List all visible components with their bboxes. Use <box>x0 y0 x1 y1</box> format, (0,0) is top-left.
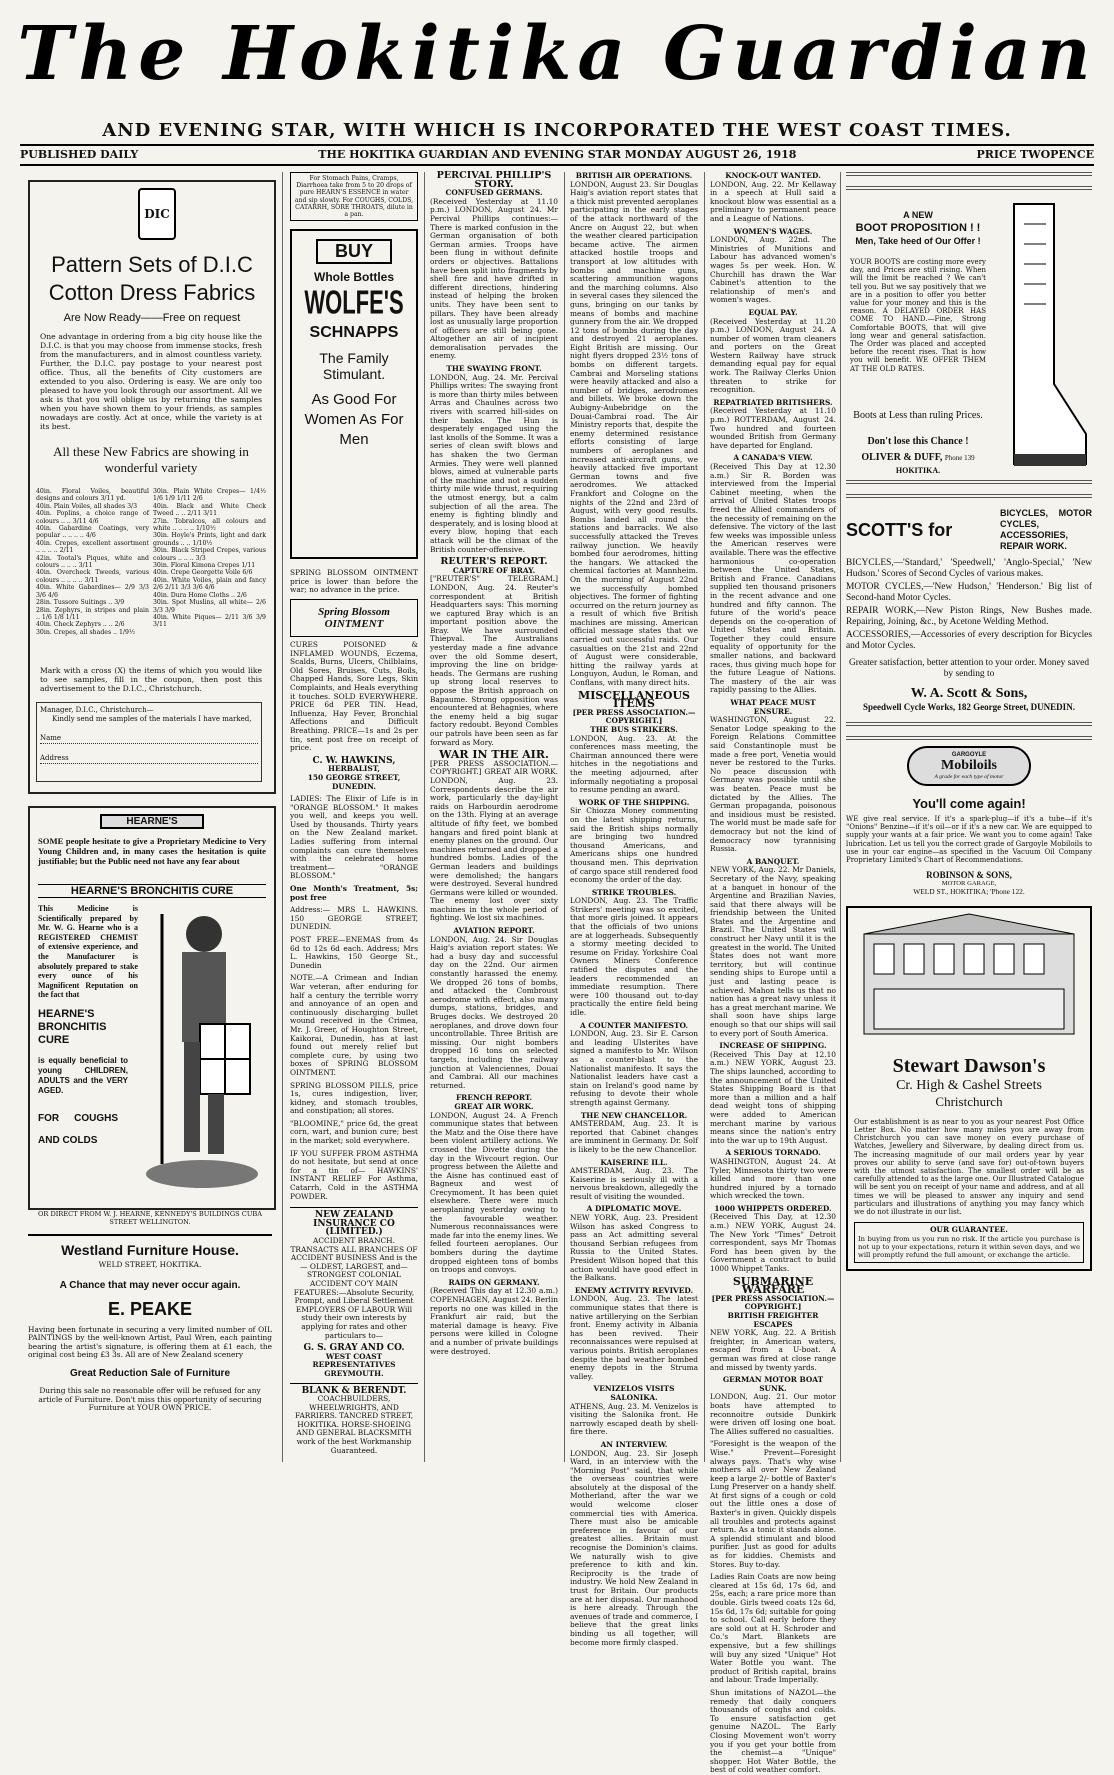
dic-coupon[interactable] <box>36 702 262 782</box>
column-rule <box>840 172 841 1462</box>
oliver-name <box>850 452 986 463</box>
wolfe-whole-bottles: Whole Bottles <box>314 270 394 285</box>
stewart-street: Cr. High & Cashel Streets <box>896 1077 1042 1093</box>
fabric-item: 30in. Black Striped Crepes, various colours .. .. .. 3/3 <box>153 547 266 562</box>
dic-advert <box>28 180 276 794</box>
fabric-item: 40in. Crepes, excellent assortment .. .. .. .. 2/11 <box>36 539 149 555</box>
hearne-advert <box>28 806 276 1210</box>
interview-title: AN INTERVIEW. <box>600 1439 668 1449</box>
spring-blossom-logo: Spring Blossom OINTMENT <box>290 599 418 637</box>
fabric-item: 30in. Floral Kimona Crepes 1/11 <box>153 562 256 570</box>
oliver-body: YOUR BOOTS are costing more every day, and Prices are still rising. When will the limit be reached ? We can't tell you. But we say positively that we are in a position to offer you better value for your money and this is the reason. A DELAYED ORDER HAS COME TO HAND.—Fine, Strong Comfortable BOOTS, that will give long wear and general satisfaction. The Order was placed and accepted before the recent rises. That is how you will benefit. WE OFFER THEM AT THE OLD RATES. <box>850 258 986 373</box>
fabric-column-right <box>151 488 268 636</box>
fabric-item: 40in. Overcheck Tweeds, various colours .. .. .. .. 3/11 <box>36 569 149 584</box>
equal-title: EQUAL PAY. <box>748 307 798 317</box>
stewart-name: Stewart Dawson's <box>892 1054 1046 1077</box>
hearne-coughs-colds: FOR COUGHS AND COLDS <box>38 1113 118 1146</box>
column-5 <box>710 171 836 1775</box>
bray-body: ["REUTER'S" TELEGRAM.] LONDON, Aug. 24. Reuter's correspondent at British Headquarters says: This morning we captured Bray which is an important position above the Bray. We have surrounded Thiepval. The Australians yesterday made a fine advance over the old Somme desert, improving the line on bridge-heads. The Germans are rushing up strong local reserves to oppose the British approach on Bapaume. Strong opposition was encountered at Behagnies, where the enemy held a big sugar factory redoubt. Beyond Combles our patrols have been seen as far forward as Mory. <box>430 574 558 747</box>
misc-sub: [PER PRESS ASSOCIATION.—COPYRIGHT.] <box>572 707 696 726</box>
motorboat-body: LONDON, Aug. 21. Our motor boats have attempted to reconnoitre outside Dunkirk were driven off losing one boat. The Allies suffered no casualties. <box>710 1392 836 1436</box>
hearne-logo: HEARNE'S <box>100 814 204 829</box>
equal-body: (Received Yesterday at 11.20 p.m.) LONDON, August 24. A number of women tram cleaners and porters on the Great Western Railway have struck demanding equal pay for equal work. The Railway Clerks Union threaten to strike for recognition. <box>710 316 836 395</box>
submarine-title: SUBMARINE WARFARE <box>732 1274 814 1297</box>
fabric-item: 40in. Check Zephyrs .. .. 2/6 <box>36 621 125 629</box>
coupon-name-label: Name <box>40 734 62 742</box>
mrs-hawkins: Address:— MRS L. HAWKINS. 150 GEORGE STREET, DUNEDIN. <box>290 905 418 932</box>
french-title: FRENCH REPORT. <box>455 1093 533 1103</box>
mobiloil-advert <box>846 746 1092 896</box>
oliver-dont: Don't lose this Chance ! <box>867 436 969 447</box>
peake-advert <box>28 1234 272 1413</box>
french-sub: GREAT AIR WORK. <box>454 1101 534 1111</box>
mobiloil-brand: Mobiloils <box>940 758 997 773</box>
peake-body: Having been fortunate in securing a very limited number of OIL PAINTINGS by the well-known Artist, Paul Wren, each painting bearing the artist's signature, is offering them at £1 each, the original cost being £3 3s. All are of New Zealand scenery <box>28 1324 272 1360</box>
masthead-subtitle: AND EVENING STAR, WITH WHICH IS INCORPORATED THE WEST COAST TIMES. <box>102 120 1012 141</box>
gray-co: G. S. GRAY AND CO. <box>303 1343 405 1354</box>
tornado-title: A SERIOUS TORNADO. <box>725 1148 821 1158</box>
peake-title: Westland Furniture House. <box>61 1242 239 1258</box>
women-title: WOMEN'S WAGES. <box>733 226 813 236</box>
phillips-sub: CONFUSED GERMANS. <box>445 188 543 198</box>
column-rule <box>564 172 565 1462</box>
published-daily: PUBLISHED DAILY <box>20 148 139 161</box>
fabric-item: 40in. Plain Voiles, all shades 3/3 <box>36 502 138 510</box>
knockout-title: KNOCK-OUT WANTED. <box>725 171 821 180</box>
coupon-line-2: Kindly send me samples of the materials I have marked, <box>52 715 252 723</box>
wolfe-women: As Good For Women As For Men <box>304 391 404 449</box>
venizelos-title: VENIZELOS VISITS SALONIKA. <box>593 1384 675 1402</box>
dic-fabric-table <box>34 488 268 636</box>
coupon-name-field[interactable] <box>40 734 258 744</box>
scott-repair: REPAIR WORK,—New Piston Rings, New Bushes made. Repairing, Joining, &c., by Acetone Welding Method. <box>846 606 1092 627</box>
bus-title: THE BUS STRIKERS. <box>590 725 678 734</box>
scott-accessories: ACCESSORIES,—Accessories of every description for Bicycles and Motor Cycles. <box>846 630 1092 651</box>
gray-subtitle: WEST COAST REPRESENTATIVES GREYMOUTH. <box>312 1351 396 1378</box>
fabric-item: 40in. White Voiles, plain and fancy 2/6 2/11 3/3 3/6 4/6 <box>153 576 266 592</box>
buy-label: BUY <box>316 239 392 264</box>
spring-blossom-intro: SPRING BLOSSOM OINTMENT price is lower than before the war; no advance in the price. <box>290 568 418 595</box>
shipping-body: Sir Chiozza Money commenting on the latest shipping returns, said the British ships normally are bringing two hundred thousand Americans, and Americans ships one hundred thousand men. This deprivation of cargo space still rendered food economy the order of the day. <box>570 806 698 885</box>
fabric-item: 40in. Black and White Check Tweed .. .. 2/11 3/11 <box>153 502 266 518</box>
canada-title: A CANADA'S VIEW. <box>733 453 813 463</box>
phillips-title: PERCIVAL PHILLIP'S STORY. <box>436 170 552 190</box>
freighter-title: BRITISH FREIGHTER ESCAPES <box>727 1311 819 1329</box>
scott-satisfaction: Greater satisfaction, better attention to your order. Money saved by sending to <box>848 658 1090 679</box>
fabric-column-left <box>34 488 151 636</box>
dic-logo: DIC <box>138 188 176 240</box>
rain-coats-advert: Ladies Rain Coats are now being cleared at 15s 6d, 17s 6d, and 25s, each; a rare price more than double. Girls tweed coats 12s 6d, 15s 6d, 17s 6d; suitable for going to school. Call early before they are sold out at H. Schroder and Co.'s Mart. Blankets are expensive, but a few shillings will buy any sized "Unique" Hot Water Bottle you want. The product of British capital, brains and labour. Trade Imperially. <box>710 1572 836 1685</box>
fabric-item: 28in. Tussore Suitings .. 3/9 <box>36 599 125 607</box>
freighter-body: NEW YORK, Aug. 22. A British freighter, in American waters, escaped from a U-boat. A german was fired at close range and missed by twenty yards. <box>710 1328 836 1372</box>
brit-air-body: LONDON, August 23. Sir Douglas Haig's aviation report states that a thick mist prevented aeroplanes participating in the early stages of the attack northward of the Ancre on August 22, but when the weather cleared participation became active. The airmen attacked hostile troops and transport at low altitudes with bombs and machine guns, scattering ammunition wagons and the marching columns. Also in several cases they silenced the guns, bringing on our tanks by means of bombs and machine gunnery from the air. We dropped 12 tons of bombs during the day and destroyed 21 aeroplanes. Eight British are missing. Our night flyers dropped 23½ tons of bombs on different targets. Cambrai and Morseling stations were heavily attacked and also a number of bridges, aerodromes and billets. We broke down the Aubigny-Aubebridge on the Douai-Cambrai road. The Air Ministry reports that, despite the enemy determined resistance efforts consisting of large numbers of aeroplanes and increased anti-aircraft guns, we heavily attacked five important German towns and five aerodromes. We attacked Frankfort and Cologne on the nights of the 22nd and 23rd of August, with very good results. Bombs landed all round the stations and barracks. We also successfully attacked the Treves railway junction. We heavily bombed four aerodromes, hitting the hangars. We attacked the chemical factories at Mannheim. On the morning of August 22nd we successfully bombed objectives. The former of fighting occurred on the return journey as a result of which five British machines are missing. American official message states that we carried out successful raids. Our casualties on the 21st and 22nd of August were considerable, hitting the railway yards at Longuyon, Audun, le Roman, and Conflans, with many direct hits. <box>570 179 698 688</box>
column-1 <box>28 172 278 1462</box>
increase-body: (Received This Day at 12.10 a.m.) NEW YORK, August 23. The ships launched, according to the announcement of the United States Shipping Board is that more than a million and a half dead weight tons of shipping were added to American merchant marine by various means since the nation's entry into the war up to 19th August. <box>710 1049 836 1145</box>
fabric-item: 30in. Crepes, all shades .. 1/9½ <box>36 628 135 636</box>
spring-cures: CURES POISONED & INFLAMED WOUNDS, Eczema, Scalds, Burns, Ulcers, Chilblains, Old Sores, Bruises, Cuts, Boils, Chapped Hands, Sore Legs, Skin Complaints, and Heals everything it touches. SOLD EVERYWHERE. PRICE 6d PER TIN. Head, Influenza, Hay Fever, Bronchial Affections and Difficult Breathing. PRICE—1s and 2s per tin, sent post free on receipt of price. <box>290 640 418 753</box>
misc-title: MISCELLANEOUS ITEMS <box>578 688 690 711</box>
peake-chance: A Chance that may never occur again. <box>59 1279 241 1291</box>
robinson-address: WELD ST., HOKITIKA; 'Phone 122. <box>913 887 1025 897</box>
dic-ready: Are Now Ready——Free on request <box>63 312 241 324</box>
asthma-advert: IF YOU SUFFER FROM ASTHMA do not hesitate, but send at once for a tin of— HAWKINS' INSTANT RELIEF For Asthma, Catarrh, Cold in the ASTHMA POWDER. <box>290 1148 418 1201</box>
hawkins-name: C. W. HAWKINS, <box>312 755 396 766</box>
fabric-item: 40in. Gabardine Coatings, very popular .. .. .. .. 4/6 <box>36 525 149 540</box>
peace-body: WASHINGTON, August 22. Senator Lodge speaking to the Foreign Relations Committee said Constantinople must be made a free port, Venetia would never be restored to the Turks. No peace discussion with Germany was possible until she was beaten. Peace must be dictated by the Allies. The German propaganda, poisonous and insidious must be resisted. The world must be made safe for democracy but not the kind of democracy now tyrannising Russia. <box>710 715 836 854</box>
scott-bicycles: BICYCLES,—'Standard,' 'Speedwell,' 'Anglo-Special,' 'New Hudson.' Scores of Second Cycles of various makes. <box>846 558 1092 579</box>
scott-motor-cycles: MOTOR CYCLES,—'New Hudson,' 'Henderson.' Big list of Second-hand Motor Cycles. <box>846 582 1092 603</box>
peake-address: WELD STREET, HOKITIKA. <box>98 1260 202 1269</box>
dic-heading-1: Pattern Sets of D.I.C <box>51 252 253 277</box>
fabric-item: 30in. Plain White Crepes— 1/4½ 1/6 1/9 1/11 2/6 <box>153 488 266 503</box>
oliver-boot: BOOT PROPOSITION ! ! <box>855 222 981 234</box>
scott-address: Speedwell Cycle Works, 182 George Street, DUNEDIN. <box>863 702 1075 712</box>
dic-heading-2: Cotton Dress Fabrics <box>48 280 256 305</box>
nz-insurance-body: ACCIDENT BRANCH. TRANSACTS ALL BRANCHES OF ACCIDENT BUSINESS And is the— OLDEST, LARGEST, and— STRONGEST COLONIAL ACCIDENT CO'Y MAIN FEATURES:—Absolute Security, Prompt, and Liberal Settlement EMPLOYERS OF LABOUR Will study their own interests by applying for rates and other particulars to— <box>290 1236 418 1340</box>
repat-title: REPATRIATED BRITISHERS. <box>713 397 833 407</box>
fabric-item: 28in. Zephyrs, in stripes and plain .. 1/6 1/8 1/11 <box>36 606 149 621</box>
boot-illustration <box>994 194 1090 474</box>
wolfe-name: WOLFE'S <box>304 283 404 322</box>
column-2 <box>290 172 418 1462</box>
banquet-body: NEW YORK, Aug. 22. Mr Daniels, Secretary of the Navy, speaking at a banquet in honour of the Argentine and Brazilian Navies, said that there always will be friendship between the United States and the Argentine and Brazil. The United States will construct her Navy until it is the greatest in the world. The United States does not want more territory, but will continue sending ships to Europe until a just and lasting peace is achieved. Mahon tells us that no nation has a great navy unless it has a great merchant marine. We shall soon have ships large enough so that our ships will sail to every port of South America. <box>710 865 836 1038</box>
wolfe-schnapps: SCHNAPPS <box>309 324 399 342</box>
fabric-item: 40in. White Piques— 2/11 3/6 3/9 3/11 <box>153 613 266 629</box>
tornado-body: WASHINGTON, August 24. At Tyler, Minnesota thirty two were killed and more than one hundred injured by a tornado which wrecked the town. <box>710 1156 836 1201</box>
chancellor-body: AMSTERDAM, Aug. 23. It is reported that Cabinet changes are imminent in Germany. Dr. Solf is likely to be the new Chancellor. <box>570 1119 698 1154</box>
veteran-note: NOTE.—A Crimean and Indian War veteran, after enduring for half a century the terrible worry and annoyance of an open and continuously discharging bullet wound received in the Crimea, Mr. J. Greer, of Houghton Street, Kaikorai, Dunedin, has at last found out merely relief but complete cure, by using two boxes of SPRING BLOSSOM OINTMENT. <box>290 973 418 1077</box>
strike-title: STRIKE TROUBLES. <box>591 887 677 897</box>
hawkins-herbalist: HERBALIST, <box>328 764 380 774</box>
scott-border <box>846 480 1092 498</box>
column-3 <box>430 172 558 1462</box>
hearne-intro: SOME people hesitate to give a Proprietary Medicine to Very Young Children and, in many cases the hesitation is quite justifiable; but the Public need not have any fear about <box>38 836 266 866</box>
hearne-benefit: is equally beneficial to young CHILDREN, ADULTS and the VERY AGED. <box>38 1056 128 1095</box>
counter-title: A COUNTER MANIFESTO. <box>579 1020 689 1030</box>
column-6 <box>846 172 1092 1462</box>
masthead-title: The Hokitika Guardian <box>17 11 1097 97</box>
oliver-town: HOKITIKA. <box>895 466 941 475</box>
stewart-building-illustration <box>854 914 1084 1044</box>
oliver-duff-advert <box>846 190 1092 480</box>
kaiserine-body: AMSTERDAM, Aug. 23. The Kaiserine is seriously ill with a nervous breakdown, allegedly the result of visiting the wounded. <box>570 1166 698 1201</box>
wolfe-family: The Family Stimulant. <box>319 350 389 383</box>
dic-body: One advantage in ordering from a big city house like the D.I.C. is that you may choose from immense stocks, fresh from the manufacturers, and in almost countless variety. Further, the D.I.C. pay postage to your nearest post office. Thus, all the benefits of City customers are extended to you also. Ordering is easy. We are only too pleased to have you look through our assortment. All we ask is that you will oblige us by returning the samples when you have shown them to your friends, as samples nowadays are costly. Act at once, while the variety is at its best. <box>40 332 262 431</box>
peace-title: WHAT PEACE MUST ENSURE. <box>730 698 816 716</box>
oliver-border <box>846 172 1092 190</box>
whippets-body: (Received This Day, at 12.30 a.m.) NEW YORK, August 24. The New York "Times" Detroit correspondent, says Mr Thomas Ford has been given by the Government a contract to build 1000 Whippet Tanks. <box>710 1212 836 1274</box>
bloomine: "BLOOMINE," price 6d, the great corn, wart, and bunion cure; best in the market; sold everywhere. <box>290 1118 418 1146</box>
strike-body: LONDON, Aug. 23. The Traffic Strikers' meeting was so excited, that more girls joined. It appears that the officials of two unions are at loggerheads. Subsequently a stormy meeting decided to resume on Friday. Yorkshire Coal Owners Miners Conference ratified the disputes and the leaders recommended an immediate resumption. There were 100 thousand out to-day practically the entire field being idle. <box>570 896 698 1017</box>
chancellor-title: THE NEW CHANCELLOR. <box>580 1110 688 1120</box>
aviation-body: LONDON, Aug. 24. Sir Douglas Haig's aviation report states: We had a busy day and successful day on the 22nd. Our airmen constantly harassed the enemy. We dropped 26 tons of bombs, and attacked the Combroust aerodrome with effect, also many dumps, stations, bridges, and Bruges docks. We destroyed 20 aeroplanes, and drove down four uncontrollable. Three British are missing. Our night bombers dropped 16 tons on selected targets, including the railway junction at Valenciennes, Douai and Cambrai. All our machines returned. <box>430 934 558 1090</box>
blank-berendt: BLANK & BERENDT. <box>290 1383 418 1396</box>
column-rule <box>704 172 705 1462</box>
mobiloil-gargoyle: GARGOYLE <box>951 752 987 758</box>
column-4 <box>570 171 698 1647</box>
stewart-guarantee-body: In buying from us you run no risk. If the article you purchase is not up to your expectations, return it within seven days, and we will promptly refund the full amount, or exchange the article. <box>858 1234 1080 1259</box>
kaiserine-title: KAISERINE ILL. <box>600 1157 668 1167</box>
oliver-name-text: OLIVER & DUFF, <box>861 452 943 463</box>
swaying-body: LONDON, Aug. 24. Mr. Percival Phillips writes: The swaying front is more than thirty miles between Arras and Chaulnes across two rivers with scarred hill-sides on their banks. The Hun is desperately engaged using the last knolls of the Somme. It was a series of clean swift blows and has shaken the two German Armies. They were well planned blows, aimed at vulnerable parts of the machine and not a sudden thirty mile wide thrust, requiring the utmost energy, but a calm subjection of all the area. The enemy is fighting blindly and desperately, and is losing blood at every blow, hoping that each attack will be the climax of the British counter-offensive. <box>430 372 558 554</box>
hearne-name-2: HEARNE'S BRONCHITIS CURE <box>38 1008 107 1046</box>
robinson-name: ROBINSON & SONS, <box>926 870 1012 881</box>
coupon-address-label: Address <box>40 754 69 762</box>
french-body: LONDON, August 24. A French communique states that between the Matz and the Oise there have been violent artillery actions. We crossed the Divette during the day in the Wivcourt region. Our progress between the Ailette and the Aisne has continued east of Bagneux and west of Crecymoment. It has been quiet elsewhere. There were much aeroplaning yesterday owing to the favourable weather. Numerous reconnaissances were made far into the enemy lines. We felled fourteen aeroplanes. Our bombers during the daytime dropped eighteen tons of bombs on troops and convoys. <box>430 1110 558 1275</box>
scott-header <box>846 508 1092 552</box>
fabric-item: 40in. White Gabardines— 2/9 3/3 3/6 4/6 <box>36 584 149 599</box>
hearne-body: This Medicine is Scientifically prepared by Mr. W. G. Hearne who is a REGISTERED CHEMIST of extensive experience, and the Manufacturer is absolutely prepared to stake every ounce of his Magnificent Reputation on the fact that <box>38 904 138 1000</box>
oliver-men: Men, Take heed of Our Offer ! <box>855 236 981 246</box>
spring-pills: SPRING BLOSSOM PILLS, price 1s, cures indigestion, liver, kidney, and stomach troubles, and constipation; all stores. <box>290 1080 418 1116</box>
bus-body: LONDON, Aug. 23. At the conferences mass meeting, the Chairman announced there were hitches in the negotiations and the meeting adjourned, after informally negotiating a proposal to resume pending an award. <box>570 733 698 795</box>
robinson-sub: MOTOR GARAGE, <box>941 880 997 888</box>
knockout-body: LONDON, Aug. 22. Mr Kellaway in a speech at Hull said a knockout blow was essential as a preliminary to permanent peace and a League of Nations. <box>710 179 836 223</box>
raids-title: RAIDS ON GERMANY. <box>448 1277 540 1287</box>
enemy-title: ENEMY ACTIVITY REVIVED. <box>574 1285 694 1295</box>
dateline <box>20 148 1094 161</box>
peake-sale: Great Reduction Sale of Furniture <box>69 1367 231 1379</box>
scott-products: BICYCLES, MOTOR CYCLES, ACCESSORIES, REPAIR WORK. <box>1000 508 1092 551</box>
mobil-border <box>846 722 1092 740</box>
peake-name: E. PEAKE <box>107 1298 193 1319</box>
price: PRICE TWOPENCE <box>976 148 1094 161</box>
fabric-item: 42in. Tootal's Piques, white and colours .. .. .. 3/11 <box>36 554 149 570</box>
counter-body: LONDON, Aug. 23. Sir E. Carson and leading Ulsterites have signed a manifesto to Mr. Wilson as a counter-blast to the Nationalist manifesto. It says the Nationalist leaders have cast a stain on Ireland's good name by refusing to devote their whole strength against Germany. <box>570 1029 698 1107</box>
diplomatic-title: A DIPLOMATIC MOVE. <box>586 1204 682 1214</box>
enemas: POST FREE—ENEMAS from 4s 6d to 12s 6d each. Address; Mrs L. Hawkins, 150 George St., Dunedin <box>290 935 418 970</box>
hearne-product: HEARNE'S BRONCHITIS CURE <box>38 884 266 898</box>
reuter-title: REUTER'S REPORT. <box>440 556 548 568</box>
mobiloil-grade: A grade for each type of motor <box>934 774 1004 780</box>
nazol-advert: Shun imitations of NAZOL—the remedy that daily conquers thousands of coughs and colds. To ensure satisfaction get genuine NAZOL. The Early Closing Movement won't worry you if you get your bottle from the chemist—a "Unique" shopper. Hot Water Bottle, the best of cold weather comfort. <box>710 1687 836 1775</box>
motorboat-title: GERMAN MOTOR BOAT SUNK. <box>722 1375 824 1393</box>
war-air-title: WAR IN THE AIR. <box>439 748 549 762</box>
brit-air-title: BRITISH AIR OPERATIONS. <box>575 171 693 180</box>
nz-insurance-title: NEW ZEALAND INSURANCE CO (LIMITED.) <box>290 1207 418 1237</box>
peake-footer: During this sale no reasonable offer will be refused for any article of Furniture. Don't miss this opportunity of securing Furniture at YOUR OWN PRICE. <box>38 1385 262 1413</box>
oliver-new: A NEW <box>903 210 933 220</box>
bottom-rule <box>20 164 1094 166</box>
bray-title: CAPTURE OF BRAY. <box>452 565 536 575</box>
raids-body: (Received This day at 12.30 a.m.) COPENHAGEN, August 24. Berlin reports no one was killed in the Frankfurt air raid, but the material damage is heavy. Five persons were killed in Cologne and a number of private buildings were destroyed. <box>430 1286 558 1356</box>
scotts-for: SCOTT'S for <box>846 519 953 540</box>
mobil-body: WE give real service. If it's a spark-plug—if it's a tube—if it's "Onions" Benzine—if it's oil—or if it's a new car. We are equipped to supply your wants at a fair price. We want you to come again! Take lubrication. Let us tell you the correct grade of Gargoyle Mobiloils to use in your car engine—as specified in the Vacuum Oil Company Proprietary Limited's Chart of Recommendations. <box>846 815 1092 865</box>
war-air-body: [PER PRESS ASSOCIATION.—COPYRIGHT.] GREAT AIR WORK. LONDON, Aug. 23. Correspondents describe the air work, particularly the day-light raids on Harbourdin aerodrome on the 13th. Flying at an average altitude of fifty feet, we bombed hangars and fired point blank at enemy planes on the ground. Our machines returned and dropped a hundred bombs. Ladies of the German leaders and buildings were demolished; the hangars were destroyed. Several hundred Germans were killed or wounded. The enemy lost over sixty machines in the whole period of fighting. We lost six machines. <box>430 758 558 923</box>
fabric-item: 40in. Poplins, a choice range of colours .. .. 3/11 4/6 <box>36 510 149 525</box>
diplomatic-body: NEW YORK, Aug. 23. President Wilson has asked Congress to pass an Act admitting several thousand Serbian refugees from Russia to the United States. President Wilson hoped that this action would have good effect in the Balkans. <box>570 1213 698 1283</box>
dic-showing: All these New Fabrics are showing in wonderful variety <box>53 444 249 475</box>
treatment-price: One Month's Treatment, 5s; post free <box>290 884 418 902</box>
stewart-city: Christchurch <box>935 1093 1003 1109</box>
venizelos-body: ATHENS, Aug. 23. M. Venizelos is visiting the Salonika front. He narrowly escaped death by shell-fire there. <box>570 1401 698 1437</box>
top-rule <box>20 144 1094 146</box>
enemy-body: LONDON, Aug. 23. The latest communique states that there is native artillerying on the Serbian front. Enemy activity in Albania has been revived. Their reconnaissances were repulsed at various points. British aeroplanes despite the bad weather bombed enemy depots in the Struma valley. <box>570 1294 698 1381</box>
dic-mark-instructions: Mark with a cross (X) the items of which you would like to see samples, fill in the coupon, then post this advertisement to the D.I.C., Christchurch. <box>40 666 262 693</box>
blank-berendt-body: COACHBUILDERS, WHEELWRIGHTS, AND FARRIERS. TANCRED STREET, HOKITIKA. HORSE-SHOEING AND GENERAL BLACKSMITH work of the best Workmanship Guaranteed. <box>294 1394 414 1455</box>
phillips-body: (Received Yesterday at 11.10 p.m.) LONDON, August 24. Mr Percival Phillips continues:—There is marked confusion in the German organisation of both German armies. Troops have been flung in without definite orders or objectives. Battalions have been split into fragments by shell fire and have drifted in different directions, hindering instead of helping the broken units. They have been sent to pillars. They have been already lost as unusually large proportion of officers are still being gone. Altogether an air of incipient demoralisation pervades the enemy. <box>430 196 558 361</box>
baxters-advert: "Foresight is the weapon of the Wise." Prevent—Foresight always pays. That's why wise mothers all over New Zealand keep a large 2/- bottle of Baxter's Lung Preserver on a handy shelf. At first signs of a cough or cold out the little ones a dose of Baxter's in given. Quickly dispels all troubles and protects against return. As a tonic it stands alone. A splendid stimulant and blood purifier. Just as good for adults as for kiddies. Chemists and Stores. Buy to-day. <box>710 1439 836 1569</box>
whippets-title: 1000 WHIPPETS ORDERED. <box>714 1203 832 1213</box>
fabric-item: 40in. Crepe Georgette Voile 6/6 <box>153 569 253 577</box>
swaying-title: THE SWAYING FRONT. <box>446 364 542 374</box>
oliver-phone: Phone 139 <box>944 454 975 462</box>
canada-body: (Received This Day at 12.30 a.m.) Sir R. Borden was interviewed from the Imperial Cabinet meeting, when the arrival of United States troops freed the Allied commanders of the necessity of remaining on the defensive. The victory of the last few weeks was impossible unless the American reserves were available. There was the effective harmonious co-operation between the United States, British and France. Canadians supplied ten thousand prisoners in the recent advance and one hundred and fifty cannon. The future of the world's peace depends on the co-operation of United States and Britain. Together they could ensure equality of opportunity for the smaller nations, and backward races, thus giving much hope for the future League of Nations. The mastery of the air was rapidly passing to the Allies. <box>710 462 836 695</box>
fabric-item: 40in. Dura Home Cloths .. 2/6 <box>153 591 247 599</box>
women-body: LONDON, Aug. 22nd. The Ministries of Munitions and Labour has advanced women's wages 5s per week. Hon. W. Churchill has drawn the War Cabinet's attention to the relationship of men's and women's wages. <box>710 235 836 305</box>
hawkins-address: 150 GEORGE STREET, DUNEDIN. <box>307 772 401 791</box>
increase-title: INCREASE OF SHIPPING. <box>719 1041 827 1051</box>
aviation-title: AVIATION REPORT. <box>453 926 535 936</box>
orange-blossom: LADIES: The Elixir of Life is in "ORANGE BLOSSOM." It makes you well, and keeps you well. Used by thousands. Thirty years on the New Zealand market. Ladies suffering from internal complaints can cure themselves with the celebrated home treatment— "ORANGE BLOSSOM." <box>290 794 418 881</box>
stewart-dawson-advert <box>846 906 1092 1271</box>
column-rule <box>424 172 425 1462</box>
knight-illustration <box>142 904 266 1200</box>
mobil-come-again: You'll come again! <box>912 796 1026 811</box>
oliver-less: Boots at Less than ruling Prices. <box>853 410 983 421</box>
column-rule <box>282 172 283 1462</box>
fabric-item: 30in. Spot Muslins, all white— 2/6 3/3 3/9 <box>153 599 266 614</box>
scott-advert <box>846 508 1092 712</box>
banquet-title: A BANQUET. <box>746 856 800 866</box>
date-line: THE HOKITIKA GUARDIAN AND EVENING STAR MONDAY AUGUST 26, 1918 <box>318 148 797 161</box>
stewart-body: Our establishment is as near to you as your nearest Post Office Letter Box. No matter how many miles you are away from Christchurch you can save money on every purchase of Watches, Jewellery and Silverware, by dealing direct from us. The increasing magnitude of our mail orders year by year proves our ability to serve (and save for) out-of-town buyers with the utmost satisfaction. The smallest order will be as carefully attended to as the large one. Our Illustrated Catalogue will be sent you on receipt of your name and address, and at all times we will be pleased to answer any inquiry and send particulars and illustrations of anything you may fancy which we do not illustrate in our list. <box>854 1117 1084 1217</box>
stewart-guarantee-title: OUR GUARANTEE. <box>930 1225 1008 1235</box>
hearns-essence-advert: For Stomach Pains, Cramps, Diarrhoea take from 5 to 20 drops of pure HEARN'S ESSENCE in water and sip slowly. For COUGHS, COLDS, CATARRH, SORE THROATS, dilute in a pan. <box>290 172 418 221</box>
fabric-item: 30in. Hoyle's Prints, light and dark grounds .. .. 1/10½ <box>153 532 266 547</box>
coupon-address-field[interactable] <box>40 754 258 764</box>
stewart-guarantee-box <box>854 1222 1084 1263</box>
wolfes-schnapps-advert <box>290 229 418 559</box>
hearne-footer: OR DIRECT FROM W. J. HEARNE, KENNEDY'S BUILDINGS CUBA STREET WELLINGTON. <box>38 1210 262 1226</box>
repat-body: (Received Yesterday at 11.10 p.m.) ROTTERDAM, August 24. Two hundred and fourteen wounded British from Germany have departed for England. <box>710 406 836 450</box>
mobiloil-logo <box>907 746 1031 786</box>
fabric-item: 27in. Tobralcos, all colours and white .. .. .. .. 1/10½ <box>153 517 266 533</box>
scott-name: W. A. Scott & Sons, <box>910 686 1028 701</box>
interview-body: LONDON, Aug. 23. Sir Joseph Ward, in an interview with the "Morning Post" said, that while the overseas countries were absolutely at the disposal of the Motherland, after the war we would welcome closer commercial ties with America. There must also be amicable preference in favour of our greatest allies. Britain must recognise the Dominion's claims. We naturally wish to give preference to kith and kin. Reciprocity is the trade of industry. We hold New Zealand in trust for Britain. Our products are at her disposal. Our manhood is here already. Through the avenues of trade and commerce, I believe that the great links binding us all together, will become more firmly clasped. <box>570 1448 698 1647</box>
coupon-line-1: Manager, D.I.C., Christchurch— <box>40 706 154 714</box>
shipping-title: WORK OF THE SHIPPING. <box>578 797 690 807</box>
fabric-item: 40in. Floral Voiles, beautiful designs and colours 3/11 yd. <box>36 488 149 503</box>
submarine-sub: [PER PRESS ASSOCIATION.—COPYRIGHT.] <box>711 1293 835 1312</box>
